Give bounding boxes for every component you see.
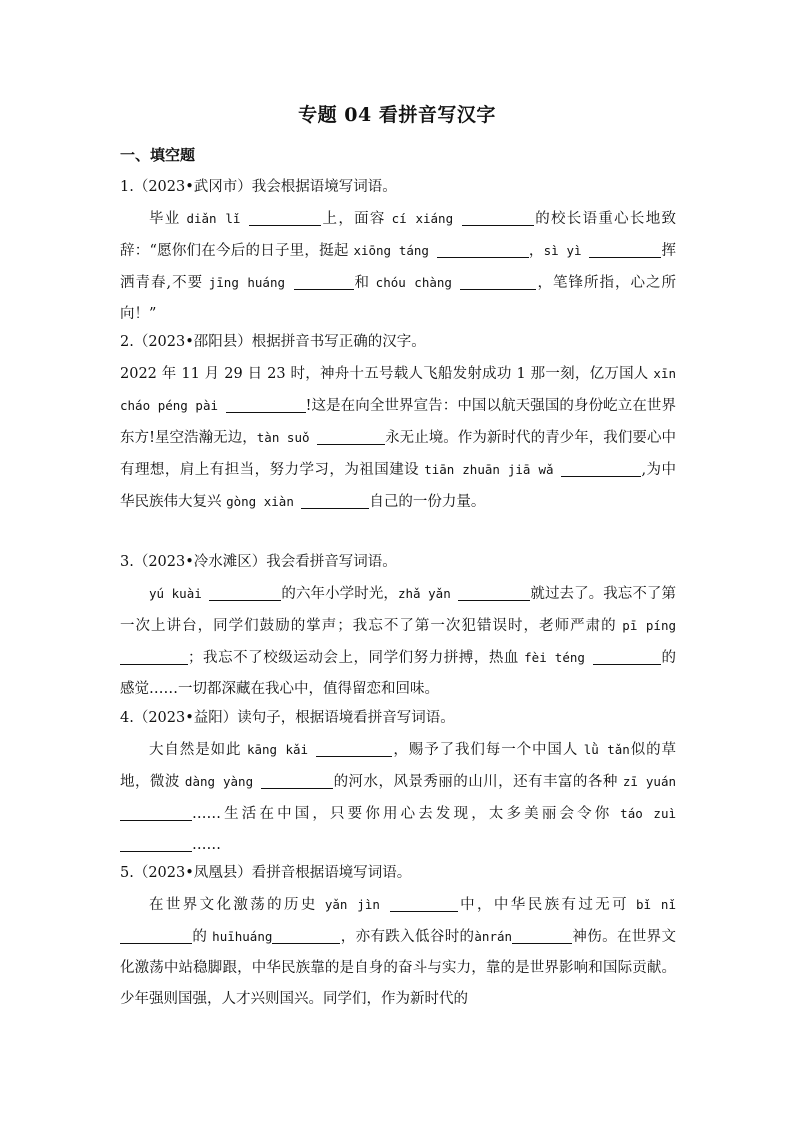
text: ，亦有跌入低谷时的 xyxy=(340,929,475,945)
answer-blank[interactable] xyxy=(294,275,354,291)
question-2-head: 2.（2023•邵阳县）根据拼音书写正确的汉字。 xyxy=(120,334,426,350)
pinyin: yǎn jìn xyxy=(324,897,390,912)
question-1-head: 1.（2023•武冈市）我会根据语境写词语。 xyxy=(120,179,397,195)
text: 2022 年 11 月 29 日 23 时，神舟十五号载人飞船发射成功 1 那一刻，亿万国人 xyxy=(120,366,654,382)
answer-blank[interactable] xyxy=(272,929,340,945)
answer-blank[interactable] xyxy=(561,462,641,478)
text: ……生活在中国，只要你用心去发现，太多美丽会令你 xyxy=(192,806,621,822)
text: 神伤。在世界文化激荡中站稳脚跟，中华民族靠的是自身的奋斗与实力，靠的是世界影响和国际贡献。少年强则国强，人才兴则国兴。同学们，作为新时代的 xyxy=(120,929,677,1007)
pinyin: jīng huáng xyxy=(208,275,294,290)
text: 永无止境。作为新时代的青少年，我们要心中有理想，肩上有担当，努力学习，为祖国建设 xyxy=(120,430,676,478)
answer-blank[interactable] xyxy=(462,211,534,227)
answer-blank[interactable] xyxy=(390,897,458,913)
text: 大自然是如此 xyxy=(149,742,247,758)
pinyin: zhǎ yǎn xyxy=(397,586,459,601)
answer-blank[interactable] xyxy=(226,398,306,414)
text: 的河水，风景秀丽的山川，还有丰富的各种 xyxy=(333,774,623,790)
question-3-body xyxy=(120,578,676,705)
text: 似的草地，微波 xyxy=(120,742,677,790)
answer-blank[interactable] xyxy=(316,742,392,758)
text: ,为中华民族伟大复兴 xyxy=(120,462,677,510)
answer-blank[interactable] xyxy=(458,586,530,602)
text: 的六年小学时光， xyxy=(281,586,398,602)
text: 就过去了。我忘不了第一次上讲台，同学们鼓励的掌声；我忘不了第一次犯错误时，老师严肃的 xyxy=(120,586,676,634)
page-title: 专题 04 看拼音写汉字 xyxy=(298,104,496,126)
question-4 xyxy=(120,703,676,861)
text: 的校长语重心长地致辞：“愿你们在今后的日子里，挺起 xyxy=(120,211,677,259)
text: 和 xyxy=(353,275,376,291)
answer-blank[interactable] xyxy=(593,650,661,666)
pinyin: yú kuài xyxy=(149,586,210,601)
answer-blank[interactable] xyxy=(317,430,385,446)
text: ，笔锋所指，心之所向！” xyxy=(120,275,676,322)
text: ，赐予了我们每一个中国人 xyxy=(392,742,584,758)
pinyin: zī yuán xyxy=(622,774,677,789)
answer-blank[interactable] xyxy=(437,243,529,259)
question-5-body xyxy=(120,889,676,1015)
question-2-body xyxy=(120,358,676,518)
question-2 xyxy=(120,327,676,518)
answer-blank[interactable] xyxy=(120,837,192,853)
answer-blank[interactable] xyxy=(512,929,572,945)
pinyin: sì yì xyxy=(543,243,590,258)
pinyin: gòng xiàn xyxy=(226,494,302,509)
text: 中，中华民族有过无可 xyxy=(457,897,636,913)
pinyin: tiān zhuān jiā wǎ xyxy=(424,462,562,477)
question-1 xyxy=(120,172,676,330)
pinyin: huīhuáng xyxy=(212,929,273,944)
text: 自己的一份力量。 xyxy=(369,494,486,510)
pinyin: pī píng xyxy=(622,618,676,633)
answer-blank[interactable] xyxy=(301,494,369,510)
answer-blank[interactable] xyxy=(209,586,281,602)
text: …… xyxy=(192,837,221,853)
pinyin: chóu chàng xyxy=(375,275,461,290)
text: ；我忘不了校级运动会上，同学们努力拼搏，热血 xyxy=(188,650,525,666)
pinyin: ànrán xyxy=(474,929,513,944)
pinyin: táo zuì xyxy=(620,806,676,821)
question-4-body xyxy=(120,734,676,861)
pinyin: fèi téng xyxy=(524,650,593,665)
pinyin: dàng yàng xyxy=(184,774,262,789)
text: !这是在向全世界宣告：中国以航天强国的身份屹立在世界东方!星空浩瀚无边， xyxy=(120,398,676,446)
answer-blank[interactable] xyxy=(249,211,321,227)
pinyin: cí xiáng xyxy=(391,211,462,226)
answer-blank[interactable] xyxy=(120,929,192,945)
pinyin: xīn cháo péng pài xyxy=(120,366,676,413)
pinyin: diǎn lǐ xyxy=(186,211,250,226)
answer-blank[interactable] xyxy=(460,275,536,291)
question-1-body xyxy=(120,203,676,330)
answer-blank[interactable] xyxy=(589,243,661,259)
pinyin: xiōng táng xyxy=(353,243,437,258)
question-3 xyxy=(120,547,676,705)
text: ， xyxy=(528,243,544,259)
pinyin: kāng kǎi xyxy=(246,742,317,757)
text: 的 xyxy=(192,929,213,945)
answer-blank[interactable] xyxy=(261,774,333,790)
answer-blank[interactable] xyxy=(120,650,188,666)
text: 在世界文化激荡的历史 xyxy=(149,897,325,913)
section-heading: 一、填空题 xyxy=(120,146,196,164)
answer-blank[interactable] xyxy=(120,806,192,822)
text: 挥洒青春,不要 xyxy=(120,243,677,291)
pinyin: lǜ tǎn xyxy=(583,742,630,757)
text: 上，面容 xyxy=(321,211,392,227)
question-4-head: 4.（2023•益阳）读句子，根据语境看拼音写词语。 xyxy=(120,710,455,726)
pinyin: tàn suǒ xyxy=(256,430,318,445)
text: 的感觉……一切都深藏在我心中，值得留恋和回味。 xyxy=(120,650,677,697)
question-5 xyxy=(120,858,676,1015)
pinyin: bǐ nǐ xyxy=(635,897,676,912)
question-5-head: 5.（2023•凤凰县）看拼音根据语境写词语。 xyxy=(120,865,412,881)
question-3-head: 3.（2023•冷水滩区）我会看拼音写词语。 xyxy=(120,554,397,570)
text: 毕业 xyxy=(149,211,187,227)
